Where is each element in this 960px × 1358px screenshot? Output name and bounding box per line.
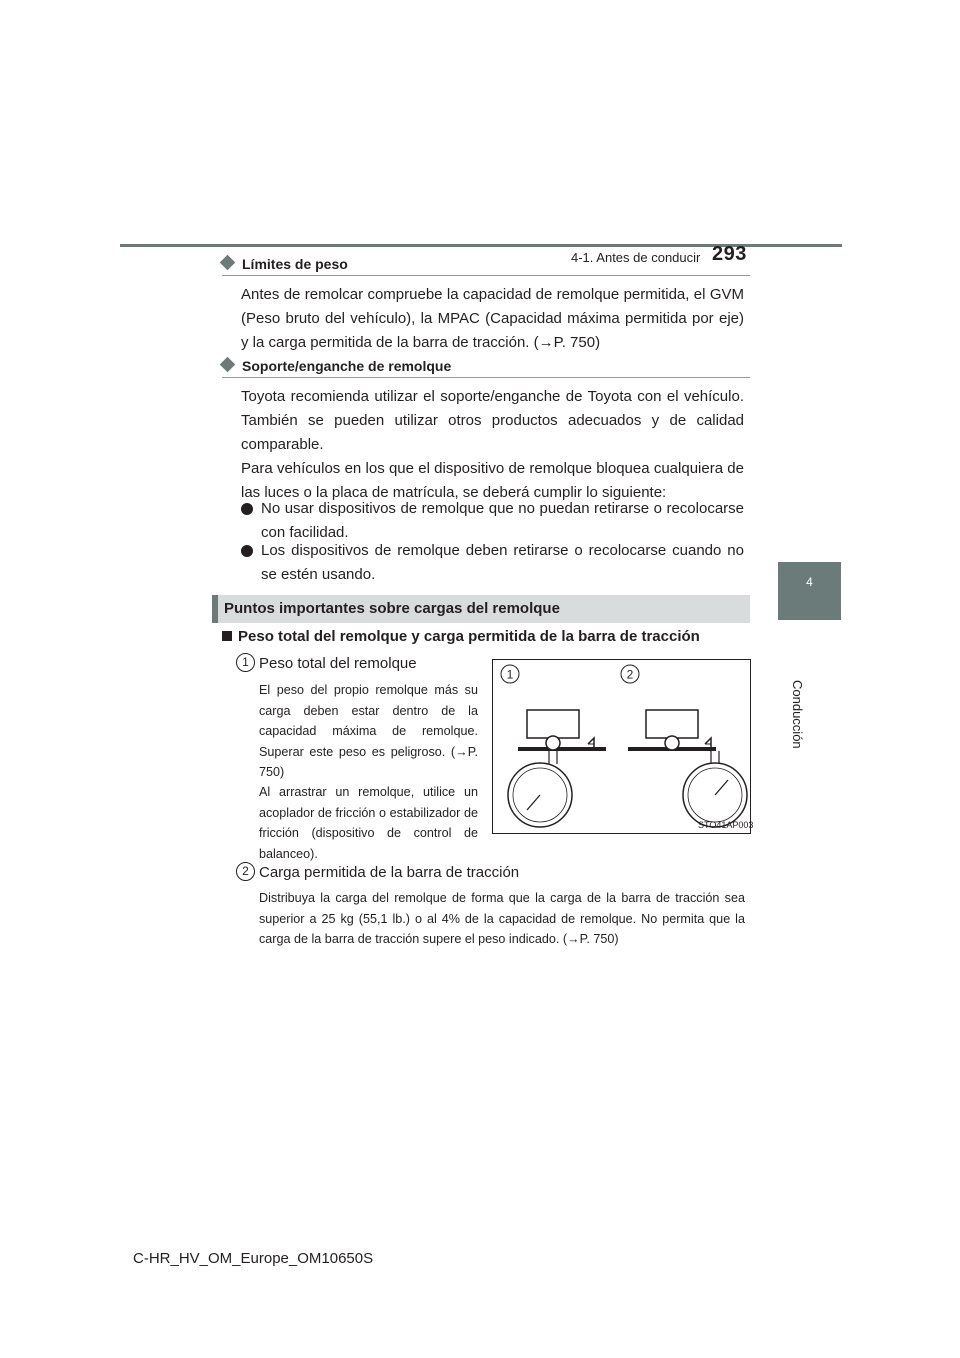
bullet-icon	[241, 503, 253, 515]
item-number-2: 2	[236, 862, 255, 881]
item-number-1: 1	[236, 653, 255, 672]
item-2-text: Distribuya la carga del remolque de forma que la carga de la barra de tracción sea superior a 25 kg (55,1 lb.) o al 4% de la capacidad de remolque. No permita que la carga de la barra de tracción supere el peso indicado. (→P. 750)	[259, 891, 745, 946]
list-item: No usar dispositivos de remolque que no puedan retirarse o recolocarse con facilidad.	[241, 497, 744, 545]
diamond-icon	[220, 357, 236, 373]
hitch-body-1: Toyota recomienda utilizar el soporte/enganche de Toyota con el vehículo. También se pueden utilizar otros productos adecuados y de calidad comparable.	[241, 388, 744, 453]
figure-code: STO41AP003	[698, 820, 754, 830]
hitch-body-2: Para vehículos en los que el dispositivo de remolque bloquea cualquiera de las luces o la placa de matrícula, se deberá cumplir lo siguiente:	[241, 460, 744, 501]
figure-label-2: 2	[626, 667, 634, 682]
limits-body: Antes de remolcar compruebe la capacidad de remolque permitida, el GVM (Peso bruto del vehículo), la MPAC (Capacidad máxima permitida por eje) y la carga permitida de la barra de tracción. (→P. 750)	[241, 286, 744, 351]
limits-rule	[222, 275, 750, 276]
hitch-rule	[222, 377, 750, 378]
list-item: Los dispositivos de remolque deben retirarse o recolocarse cuando no se estén usando.	[241, 539, 744, 587]
section-header-text: Puntos importantes sobre cargas del remolque	[224, 600, 560, 617]
figure-label-1: 1	[506, 667, 514, 682]
chapter-tab[interactable]	[778, 562, 841, 620]
page-number: 293	[712, 243, 747, 265]
item-1-text-2: Al arrastrar un remolque, utilice un acoplador de fricción o estabilizador de fricción (dispositivo de control de balanceo).	[259, 785, 478, 861]
bullet-icon	[241, 545, 253, 557]
diamond-icon	[220, 255, 236, 271]
item-1-title: Peso total del remolque	[259, 655, 417, 672]
item-1-text-1: El peso del propio remolque más su carga deben estar dentro de la capacidad máxima de remolque. Superar este peso es peligroso. (→P. 750)	[259, 683, 478, 779]
trailer-load-figure	[492, 659, 754, 834]
hitch-heading: Soporte/enganche de remolque	[222, 358, 451, 374]
limits-heading: Límites de peso	[222, 256, 348, 272]
chapter-label: Conducción	[790, 680, 805, 749]
chapter-tab-number: 4	[806, 575, 813, 589]
section-title: 4-1. Antes de conducir	[571, 250, 701, 265]
square-bullet-icon	[222, 631, 232, 641]
subsection-heading: Peso total del remolque y carga permitida de la barra de tracción	[222, 628, 700, 645]
trailer-scale-illustration	[493, 660, 750, 833]
section-header-accent	[212, 595, 218, 623]
item-2-title: Carga permitida de la barra de tracción	[259, 864, 520, 881]
document-footer: C-HR_HV_OM_Europe_OM10650S	[133, 1250, 374, 1267]
